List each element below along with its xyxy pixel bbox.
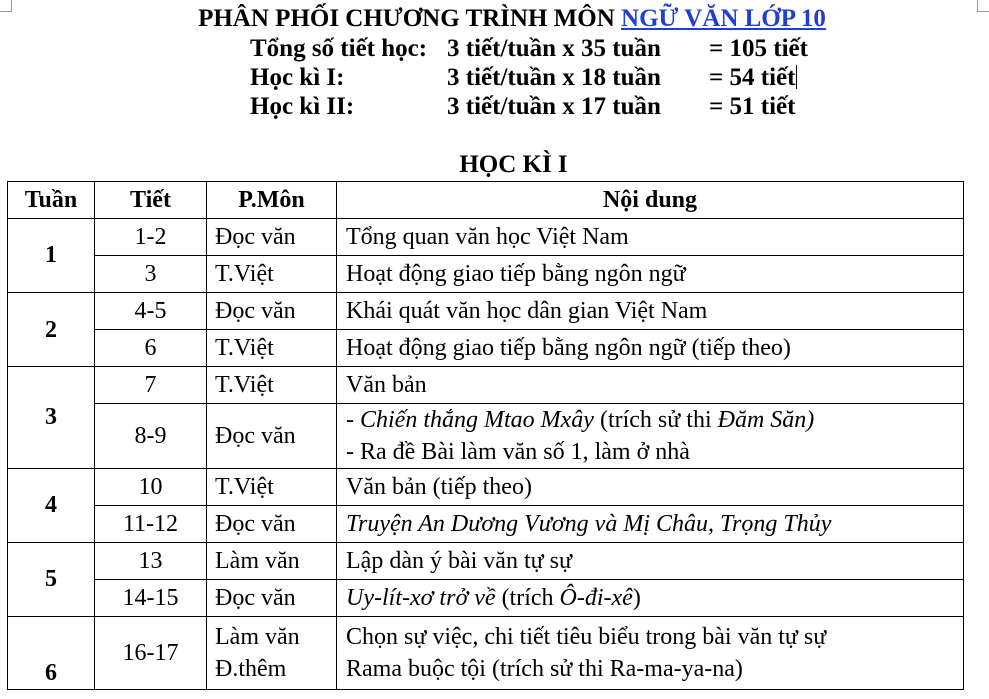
content-cell: Văn bản (tiếp theo)	[337, 469, 964, 506]
table-row	[8, 543, 964, 580]
week-cell: 4	[8, 469, 95, 543]
content-text: (trích sử thi	[593, 407, 718, 433]
content-cell	[337, 617, 964, 690]
column-header-period: Tiết	[95, 182, 207, 219]
semester2-formula: 3 tiết/tuần x 17 tuần	[447, 93, 661, 120]
semester1-formula: 3 tiết/tuần x 18 tuần	[447, 64, 661, 91]
period-cell: 1-2	[95, 219, 207, 256]
document-title	[0, 4, 989, 34]
table-row	[8, 330, 964, 367]
period-cell: 7	[95, 367, 207, 404]
column-header-subject: P.Môn	[207, 182, 337, 219]
table-row	[8, 617, 964, 690]
period-cell: 10	[95, 469, 207, 506]
content-text: )	[632, 584, 641, 611]
work-title: Ô-đi-xê	[559, 584, 633, 611]
total-formula: 3 tiết/tuần x 35 tuần	[447, 35, 661, 62]
work-title: Uy-lít-xơ trở về	[346, 584, 496, 611]
total-label: Tổng số tiết học:	[250, 35, 428, 62]
work-title: Chiến thắng Mtao Mxây	[360, 407, 594, 433]
subject-value: Đ.thêm	[215, 656, 287, 682]
column-header-week: Tuần	[8, 182, 95, 219]
content-line: Chọn sự việc, chi tiết tiêu biểu trong bài văn tự sự	[346, 624, 827, 650]
week-cell: 1	[8, 219, 95, 293]
content-line: Rama buộc tội (trích sử thi Ra-ma-ya-na)	[346, 656, 743, 682]
subject-cell: Làm văn	[207, 543, 337, 580]
week-cell: 5	[8, 543, 95, 617]
subject-cell: T.Việt	[207, 367, 337, 404]
subject-cell: Đọc văn	[207, 293, 337, 330]
table-row	[8, 506, 964, 543]
period-cell: 4-5	[95, 293, 207, 330]
week-number: 6	[45, 660, 57, 686]
content-cell: Văn bản	[337, 367, 964, 404]
period-cell	[95, 404, 207, 469]
content-cell: Hoạt động giao tiếp bằng ngôn ngữ	[337, 256, 964, 293]
table-row	[8, 293, 964, 330]
content-text: (trích	[495, 584, 560, 611]
content-cell	[337, 404, 964, 469]
content-line: - Ra đề Bài làm văn số 1, làm ở nhà	[346, 439, 690, 465]
table-row	[8, 219, 964, 256]
content-cell: Hoạt động giao tiếp bằng ngôn ngữ (tiếp theo)	[337, 330, 964, 367]
subject-cell: T.Việt	[207, 256, 337, 293]
semester2-result: = 51 tiết	[709, 93, 796, 120]
content-cell: Lập dàn ý bài văn tự sự	[337, 543, 964, 580]
content-cell: Tổng quan văn học Việt Nam	[337, 219, 964, 256]
period-cell: 13	[95, 543, 207, 580]
subject-value: Đọc văn	[215, 423, 296, 449]
period-value: 8-9	[134, 423, 167, 449]
week-number: 2	[45, 316, 57, 343]
table-row	[8, 256, 964, 293]
week-cell	[8, 617, 95, 690]
work-title: Truyện An Dương Vương và Mị Châu, Trọng Thủy	[346, 510, 832, 537]
semester1-result: = 54 tiết	[709, 64, 796, 91]
title-prefix: PHÂN PHỐI CHƯƠNG TRÌNH MÔN	[198, 5, 615, 32]
semester2-label: Học kì II:	[250, 93, 355, 120]
period-value: 16-17	[122, 640, 179, 666]
period-cell: 11-12	[95, 506, 207, 543]
subject-cell: T.Việt	[207, 330, 337, 367]
table-row	[8, 367, 964, 404]
content-cell	[337, 506, 964, 543]
subject-cell	[207, 617, 337, 690]
period-cell: 14-15	[95, 580, 207, 617]
subject-value: Làm văn	[215, 624, 300, 650]
content-line	[346, 404, 963, 436]
semester-heading: HỌC KÌ I	[459, 151, 568, 178]
content-cell: Khái quát văn học dân gian Việt Nam	[337, 293, 964, 330]
work-title: Đăm Săn)	[717, 407, 815, 433]
title-subject-link[interactable]: NGỮ VĂN LỚP 10	[621, 5, 826, 32]
content-cell	[337, 580, 964, 617]
period-cell: 6	[95, 330, 207, 367]
column-header-content: Nội dung	[337, 182, 964, 219]
content-text: -	[346, 407, 360, 433]
table-header-row	[8, 182, 964, 219]
period-cell	[95, 617, 207, 690]
semester1-result-wrap	[709, 63, 797, 93]
period-cell: 3	[95, 256, 207, 293]
table-row	[8, 469, 964, 506]
subject-cell: Đọc văn	[207, 580, 337, 617]
schedule-table	[7, 181, 964, 690]
text-cursor	[796, 65, 797, 89]
subject-cell: Đọc văn	[207, 219, 337, 256]
semester1-label: Học kì I:	[250, 64, 345, 91]
subject-cell: T.Việt	[207, 469, 337, 506]
week-cell	[8, 293, 95, 367]
total-result: = 105 tiết	[709, 35, 808, 62]
week-cell: 3	[8, 367, 95, 469]
table-row	[8, 580, 964, 617]
subject-cell: Đọc văn	[207, 506, 337, 543]
subject-cell	[207, 404, 337, 469]
table-row	[8, 404, 964, 469]
